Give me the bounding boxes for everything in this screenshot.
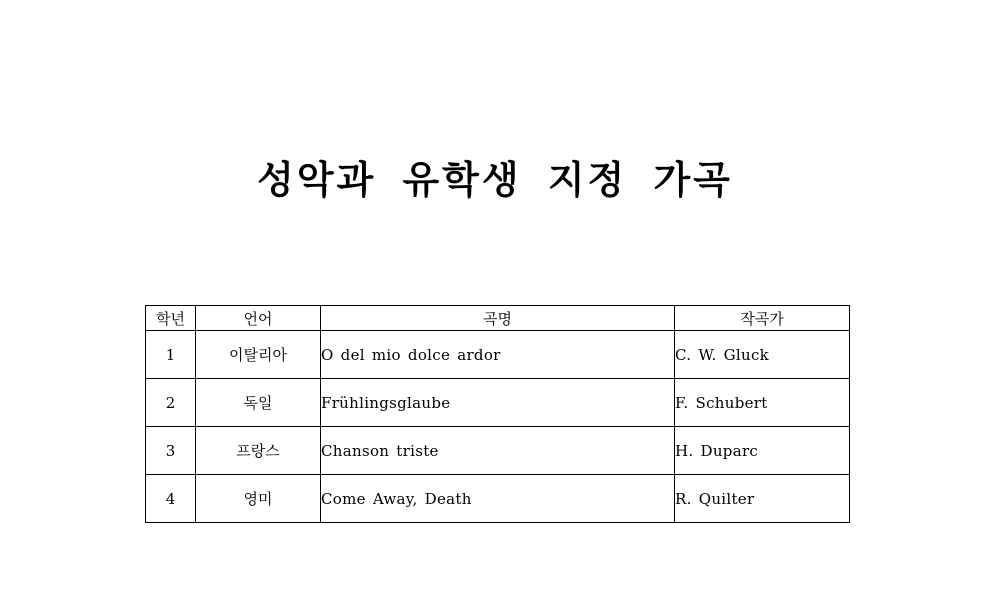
table-row [146, 475, 850, 523]
table-row [146, 331, 850, 379]
header-language: 언어 [196, 306, 321, 331]
song-cell: Come Away, Death [321, 475, 675, 523]
song-cell: O del mio dolce ardor [321, 331, 675, 379]
header-grade: 학년 [146, 306, 196, 331]
page-title: 성악과 유학생 지정 가곡 [257, 158, 733, 202]
song-cell: Chanson triste [321, 427, 675, 475]
table-row [146, 379, 850, 427]
table-header-row [146, 306, 850, 331]
designated-songs-table [145, 305, 850, 523]
grade-cell: 1 [146, 331, 196, 379]
grade-cell: 3 [146, 427, 196, 475]
language-cell: 영미 [196, 475, 321, 523]
language-cell: 이탈리아 [196, 331, 321, 379]
table-row [146, 427, 850, 475]
composer-cell: H. Duparc [675, 427, 850, 475]
composer-cell: F. Schubert [675, 379, 850, 427]
grade-cell: 4 [146, 475, 196, 523]
language-cell: 독일 [196, 379, 321, 427]
grade-cell: 2 [146, 379, 196, 427]
header-song: 곡명 [321, 306, 675, 331]
composer-cell: C. W. Gluck [675, 331, 850, 379]
song-cell: Frühlingsglaube [321, 379, 675, 427]
composer-cell: R. Quilter [675, 475, 850, 523]
language-cell: 프랑스 [196, 427, 321, 475]
header-composer: 작곡가 [675, 306, 850, 331]
